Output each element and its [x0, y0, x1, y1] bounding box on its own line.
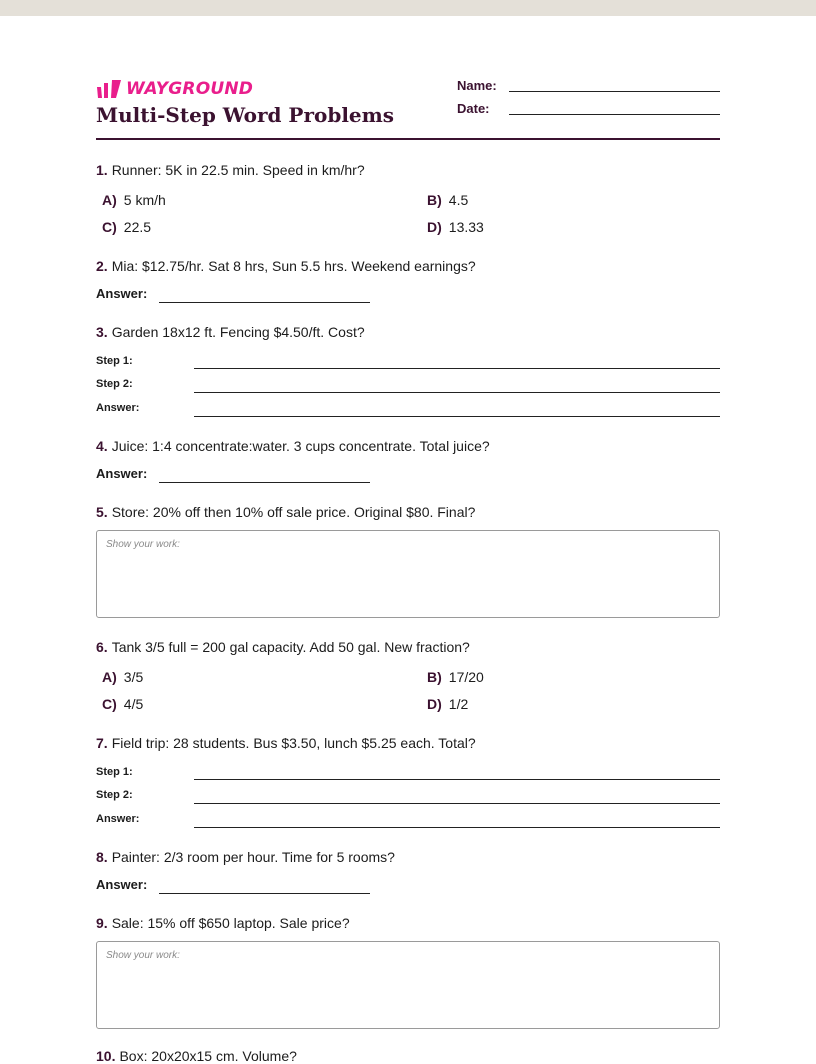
- question-text: Store: 20% off then 10% off sale price. Original $80. Final?: [111, 504, 476, 520]
- question-7: [96, 735, 476, 751]
- question-number: 2.: [96, 258, 108, 274]
- option-letter: D): [427, 696, 442, 712]
- question-text: Painter: 2/3 room per hour. Time for 5 rooms?: [111, 849, 395, 865]
- option-text: 4.5: [448, 192, 469, 208]
- option-text: 1/2: [448, 696, 469, 712]
- answer-field[interactable]: [159, 302, 370, 303]
- name-field[interactable]: [509, 91, 720, 92]
- option-a[interactable]: [102, 192, 166, 208]
- question-number: 4.: [96, 438, 108, 454]
- option-text: 5 km/h: [123, 192, 166, 208]
- option-letter: B): [427, 192, 442, 208]
- brand-logo: [96, 78, 253, 100]
- option-d[interactable]: [427, 696, 468, 712]
- question-6: [96, 639, 470, 655]
- option-c[interactable]: [102, 219, 151, 235]
- question-text: Field trip: 28 students. Bus $3.50, lunch $5.25 each. Total?: [111, 735, 476, 751]
- work-area[interactable]: [96, 941, 720, 1029]
- question-text: Garden 18x12 ft. Fencing $4.50/ft. Cost?: [111, 324, 365, 340]
- answer-field[interactable]: [159, 482, 370, 483]
- option-text: 22.5: [123, 219, 152, 235]
- question-8: [96, 849, 395, 865]
- step-1-field[interactable]: [194, 368, 720, 369]
- step-1-field[interactable]: [194, 779, 720, 780]
- answer-field[interactable]: [194, 827, 720, 828]
- step-1-label: Step 1:: [96, 766, 133, 778]
- question-text: Juice: 1:4 concentrate:water. 3 cups concentrate. Total juice?: [111, 438, 490, 454]
- option-letter: A): [102, 192, 117, 208]
- question-10: [96, 1048, 297, 1064]
- step-2-field[interactable]: [194, 803, 720, 804]
- question-text: Box: 20x20x15 cm. Volume?: [119, 1048, 297, 1064]
- question-number: 5.: [96, 504, 108, 520]
- answer-field[interactable]: [159, 893, 370, 894]
- question-4: [96, 438, 490, 454]
- question-1: [96, 162, 365, 178]
- option-a[interactable]: [102, 669, 143, 685]
- option-text: 3/5: [123, 669, 144, 685]
- work-area[interactable]: [96, 530, 720, 618]
- question-text: Tank 3/5 full = 200 gal capacity. Add 50 gal. New fraction?: [111, 639, 470, 655]
- question-number: 3.: [96, 324, 108, 340]
- header-divider: [96, 138, 720, 140]
- option-letter: B): [427, 669, 442, 685]
- option-letter: D): [427, 219, 442, 235]
- question-number: 10.: [96, 1048, 116, 1064]
- page-top-strip: [0, 0, 816, 16]
- question-2: [96, 258, 476, 274]
- question-number: 9.: [96, 915, 108, 931]
- work-placeholder: Show your work:: [106, 539, 180, 550]
- answer-label: Answer:: [96, 813, 140, 825]
- page-title: Multi-Step Word Problems: [96, 103, 395, 127]
- wayground-stripes-icon: [96, 79, 122, 99]
- date-label: Date:: [457, 101, 490, 116]
- brand-name: WAYGROUND: [126, 79, 254, 99]
- work-placeholder: Show your work:: [106, 950, 180, 961]
- question-number: 6.: [96, 639, 108, 655]
- answer-label: Answer:: [96, 286, 148, 301]
- question-text: Runner: 5K in 22.5 min. Speed in km/hr?: [111, 162, 365, 178]
- option-letter: C): [102, 219, 117, 235]
- step-2-field[interactable]: [194, 392, 720, 393]
- question-number: 7.: [96, 735, 108, 751]
- question-text: Mia: $12.75/hr. Sat 8 hrs, Sun 5.5 hrs. Weekend earnings?: [111, 258, 476, 274]
- option-letter: C): [102, 696, 117, 712]
- question-text: Sale: 15% off $650 laptop. Sale price?: [111, 915, 350, 931]
- question-number: 1.: [96, 162, 108, 178]
- option-c[interactable]: [102, 696, 143, 712]
- option-letter: A): [102, 669, 117, 685]
- question-9: [96, 915, 350, 931]
- step-1-label: Step 1:: [96, 355, 133, 367]
- answer-label: Answer:: [96, 466, 148, 481]
- question-5: [96, 504, 475, 520]
- name-label: Name:: [457, 78, 497, 93]
- step-2-label: Step 2:: [96, 378, 133, 390]
- answer-field[interactable]: [194, 416, 720, 417]
- question-number: 8.: [96, 849, 108, 865]
- option-text: 4/5: [123, 696, 144, 712]
- answer-label: Answer:: [96, 402, 140, 414]
- option-text: 17/20: [448, 669, 484, 685]
- option-text: 13.33: [448, 219, 484, 235]
- option-d[interactable]: [427, 219, 484, 235]
- date-field[interactable]: [509, 114, 720, 115]
- option-b[interactable]: [427, 192, 468, 208]
- step-2-label: Step 2:: [96, 789, 133, 801]
- option-b[interactable]: [427, 669, 484, 685]
- question-3: [96, 324, 365, 340]
- answer-label: Answer:: [96, 877, 148, 892]
